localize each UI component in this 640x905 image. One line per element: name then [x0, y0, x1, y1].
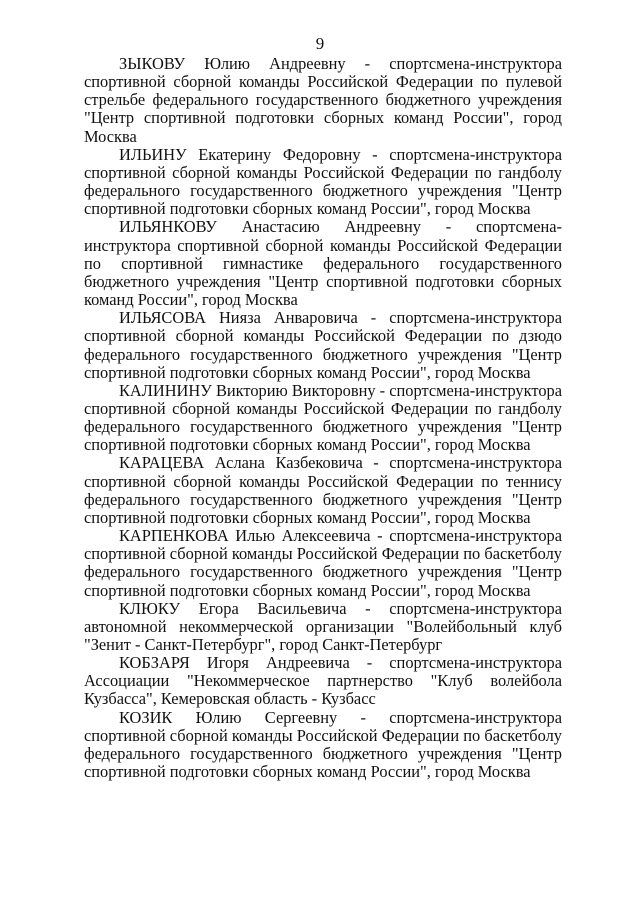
- decree-entry: ИЛЬИНУ Екатерину Федоровну - спортсмена-инструктора спортивной сборной команды Российской Федерации по гандболу федерального государственного бюджетного учреждения "Центр спортивной подготовки сборных команд России", город Москва: [84, 144, 562, 219]
- page-number: 9: [315, 34, 325, 53]
- decree-entry: КОЗИК Юлию Сергеевну - спортсмена-инструктора спортивной сборной команды Российской Федерации по баскетболу федерального государственного бюджетного учреждения "Центр спортивной подготовки сборных команд России", город Москва: [84, 707, 562, 782]
- decree-entry: ЗЫКОВУ Юлию Андреевну - спортсмена-инструктора спортивной сборной команды Российской Федерации по пулевой стрельбе федерального государственного бюджетного учреждения "Центр спортивной подготовки сборных команд России", город Москва: [84, 54, 562, 146]
- decree-entry-list: [84, 55, 562, 781]
- decree-entry: ИЛЬЯСОВА Нияза Анваровича - спортсмена-инструктора спортивной сборной команды Российской Федерации по дзюдо федерального государственного бюджетного учреждения "Центр спортивной подготовки сборных команд России", город Москва: [84, 308, 562, 382]
- decree-entry: КАРПЕНКОВА Илью Алексеевича - спортсмена-инструктора спортивной сборной команды Российской Федерации по баскетболу федерального государственного бюджетного учреждения "Центр спортивной подготовки сборных команд России", город Москва: [84, 526, 562, 600]
- decree-entry: КЛЮКУ Егора Васильевича - спортсмена-инструктора автономной некоммерческой организации "Волейбольный клуб "Зенит - Санкт-Петербург", город Санкт-Петербург: [84, 598, 562, 654]
- decree-entry: ИЛЬЯНКОВУ Анастасию Андреевну - спортсмена-инструктора спортивной сборной команды Российской Федерации по спортивной гимнастике федерального государственного бюджетного учреждения "Центр спортивной подготовки сборных команд России", город Москва: [84, 217, 562, 310]
- decree-entry: КОБЗАРЯ Игоря Андреевича - спортсмена-инструктора Ассоциации "Некоммерческое партнерство "Клуб волейбола Кузбасса", Кемеровская область - Кузбасс: [84, 653, 562, 709]
- decree-entry: КАРАЦЕВА Аслана Казбековича - спортсмена-инструктора спортивной сборной команды Российской Федерации по теннису федерального государственного бюджетного учреждения "Центр спортивной подготовки сборных команд России", город Москва: [84, 453, 562, 527]
- decree-entry: КАЛИНИНУ Викторию Викторовну - спортсмена-инструктора спортивной сборной команды Российской Федерации по гандболу федерального государственного бюджетного учреждения "Центр спортивной подготовки сборных команд России", город Москва: [84, 380, 562, 455]
